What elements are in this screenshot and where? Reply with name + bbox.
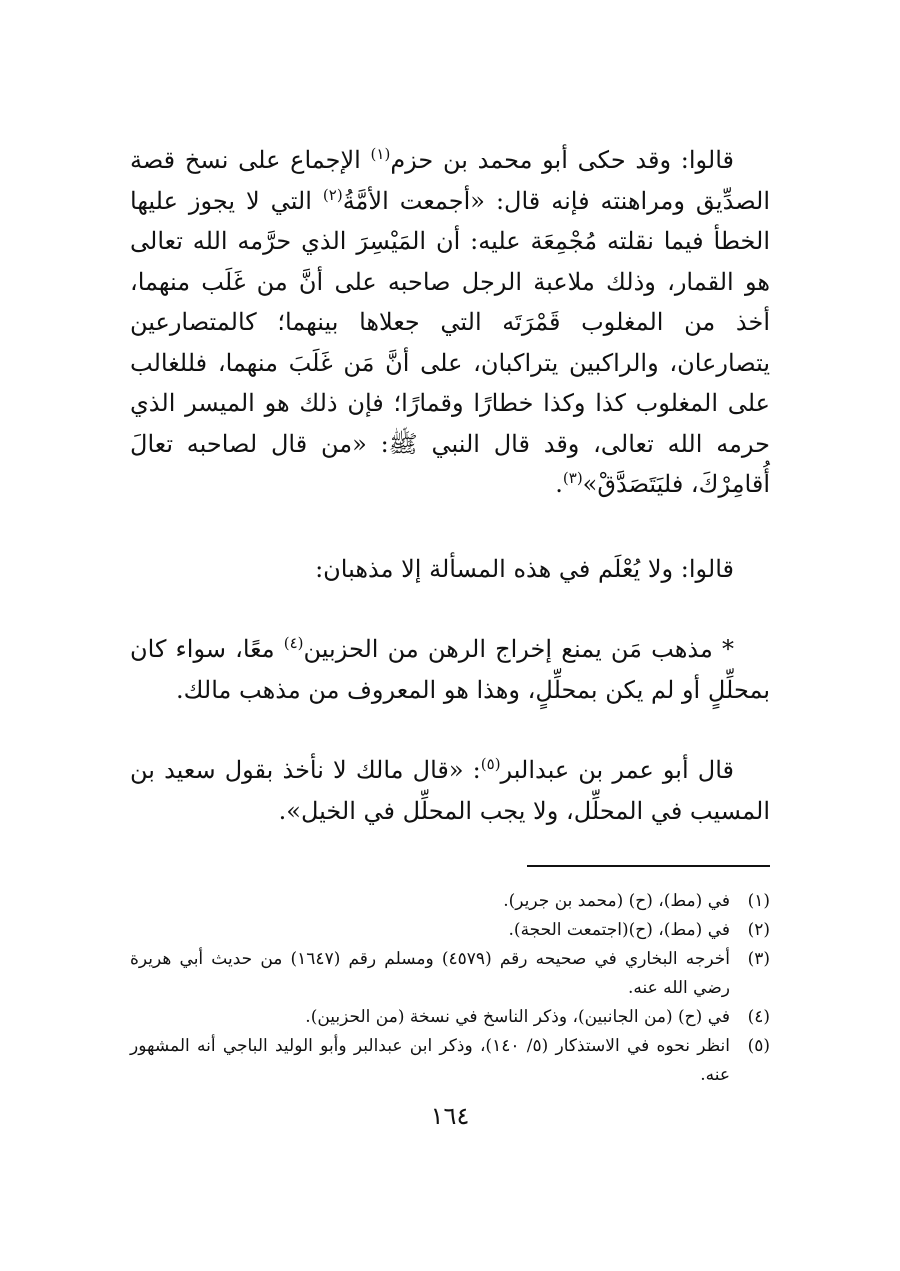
footnote-text: في (مط)، (ح) (محمد بن جرير).: [503, 891, 730, 911]
footnote-number: (٤): [747, 1007, 770, 1027]
footnote-ref-1: (١): [370, 145, 391, 163]
paragraph-3: [130, 629, 770, 710]
footnote-number: (١): [747, 891, 770, 911]
footnote-number: (٣): [747, 949, 770, 969]
paragraph-4-text-a: قال أبو عمر بن عبدالبر: [500, 756, 734, 784]
footnote-text: أخرجه البخاري في صحيحه رقم (٤٥٧٩) ومسلم رقم (١٦٤٧) من حديث أبي هريرة رضي الله عنه.: [130, 949, 730, 998]
page-number: ١٦٤: [430, 1102, 470, 1130]
footnote-number: (٢): [747, 920, 770, 940]
footnote-3: [130, 945, 770, 1003]
footnote-5: [130, 1032, 770, 1090]
paragraph-3-text-a: * مذهب مَن يمنع إخراج الرهن من الحزبين: [303, 635, 734, 663]
footnote-separator: [527, 865, 770, 867]
footnotes: [130, 887, 770, 1090]
footnote-ref-5: (٥): [480, 755, 501, 773]
page-body: [130, 140, 770, 1260]
paragraph-4: [130, 750, 770, 831]
footnote-ref-2: (٢): [322, 185, 343, 204]
footnote-1: [130, 887, 770, 916]
paragraph-1-text-d: .: [555, 470, 563, 498]
paragraph-4-text-b: : «قال مالك لا نأخذ بقول سعيد بن المسيب في المحلِّل، ولا يجب المحلِّل في الخيل».: [130, 756, 770, 825]
paragraph-1-text-b: الإجماع على نسخ قصة الصدِّيق ومراهنته فإنه قال: «أجمعت الأمَّةُ: [130, 146, 770, 215]
paragraph-1-text-a: قالوا: وقد حكى أبو محمد بن حزم: [390, 146, 735, 174]
footnote-4: [130, 1003, 770, 1032]
footnote-number: (٥): [747, 1036, 770, 1056]
paragraph-1: [130, 140, 770, 505]
paragraph-2: قالوا: ولا يُعْلَم في هذه المسألة إلا مذهبان:: [315, 554, 734, 583]
footnote-text: في (ح) (من الجانبين)، وذكر الناسخ في نسخة (من الحزبين).: [305, 1007, 730, 1027]
footnote-ref-3: (٣): [562, 469, 583, 487]
footnote-2: [130, 916, 770, 945]
paragraph-1-text-c: التي لا يجوز عليها الخطأ فيما نقلته مُجْمِعَة عليه: أن المَيْسِرَ الذي حرَّمه الله تعالى هو القمار، وذلك ملاعبة الرجل صاحبه على أنَّ من غَلَب منهما، أخذ من المغلوب قَمْرَتَه التي جعلاها بينهما؛ كالمتصارعين يتصارعان، والراكبين يتراكبان، على أنَّ مَن غَلَبَ منهما، فللغالب على المغلوب كذا وكذا خطارًا وقمارًا؛ فإن ذلك هو الميسر الذي حرمه الله تعالى، وقد قال النبي ﷺ: «من قال لصاحبه تعالَ أُقامِرْكَ، فليَتَصَدَّقْ»: [130, 186, 771, 498]
footnote-ref-4: (٤): [283, 634, 304, 652]
paragraph-3-text-b: معًا، سواء كان بمحلِّلٍ أو لم يكن بمحلِّلٍ، وهذا هو المعروف من مذهب مالك.: [130, 635, 770, 704]
footnote-text: انظر نحوه في الاستذكار (٥/ ١٤٠)، وذكر ابن عبدالبر وأبو الوليد الباجي أنه المشهور عنه.: [130, 1036, 730, 1085]
footnote-text: في (مط)، (ح)(اجتمعت الحجة).: [508, 920, 730, 940]
